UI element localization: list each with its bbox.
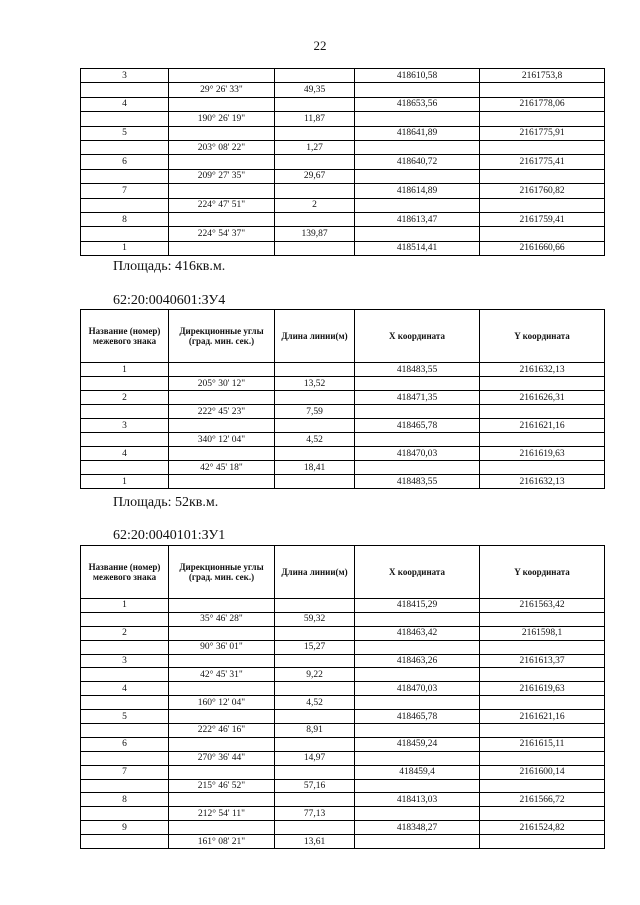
y-coordinate-cell: 2161759,41 <box>480 212 605 226</box>
boundary-point-row <box>81 710 605 724</box>
y-coordinate-cell: 2161760,82 <box>480 184 605 198</box>
y-coordinate-cell: 2161619,63 <box>480 447 605 461</box>
line-length-cell: 14,97 <box>275 751 355 765</box>
direction-angle-cell: 209° 27' 35" <box>169 169 275 183</box>
segment-row <box>81 640 605 654</box>
empty-cell <box>275 363 355 377</box>
x-coordinate-cell: 418459,24 <box>355 737 480 751</box>
x-coordinate-cell: 418413,03 <box>355 793 480 807</box>
parcel-title-zu1: 62:20:0040101:ЗУ1 <box>113 528 226 543</box>
segment-row <box>81 140 605 154</box>
empty-cell <box>355 612 480 626</box>
y-coordinate-cell: 2161775,41 <box>480 155 605 169</box>
empty-cell <box>169 682 275 696</box>
direction-angle-cell: 203° 08' 22" <box>169 140 275 154</box>
y-coordinate-cell: 2161632,13 <box>480 475 605 489</box>
empty-cell <box>169 126 275 140</box>
y-coordinate-cell: 2161619,63 <box>480 682 605 696</box>
point-name-cell: 6 <box>81 737 169 751</box>
empty-cell <box>355 807 480 821</box>
empty-cell <box>275 765 355 779</box>
empty-cell <box>81 198 169 212</box>
segment-row <box>81 835 605 849</box>
empty-cell <box>275 737 355 751</box>
segment-row <box>81 112 605 126</box>
empty-cell <box>355 140 480 154</box>
empty-cell <box>355 169 480 183</box>
point-name-cell: 4 <box>81 682 169 696</box>
y-coordinate-cell: 2161632,13 <box>480 363 605 377</box>
boundary-point-row <box>81 419 605 433</box>
y-coordinate-cell: 2161566,72 <box>480 793 605 807</box>
point-name-cell: 1 <box>81 363 169 377</box>
boundary-point-row <box>81 765 605 779</box>
empty-cell <box>355 751 480 765</box>
boundary-point-row <box>81 184 605 198</box>
empty-cell <box>169 97 275 111</box>
x-coordinate-cell: 418463,26 <box>355 654 480 668</box>
empty-cell <box>275 419 355 433</box>
x-coordinate-cell: 418640,72 <box>355 155 480 169</box>
line-length-cell: 8,91 <box>275 724 355 738</box>
empty-cell <box>480 668 605 682</box>
boundary-point-row <box>81 475 605 489</box>
segment-row <box>81 724 605 738</box>
segment-row <box>81 198 605 212</box>
empty-cell <box>169 710 275 724</box>
empty-cell <box>169 363 275 377</box>
x-coordinate-cell: 418348,27 <box>355 821 480 835</box>
y-coordinate-cell: 2161615,11 <box>480 737 605 751</box>
line-length-cell: 77,13 <box>275 807 355 821</box>
x-coordinate-cell: 418470,03 <box>355 447 480 461</box>
empty-cell <box>169 737 275 751</box>
boundary-point-row <box>81 654 605 668</box>
area-caption-2: Площадь: 52кв.м. <box>113 495 219 510</box>
empty-cell <box>169 626 275 640</box>
empty-cell <box>169 419 275 433</box>
point-name-cell: 1 <box>81 241 169 255</box>
y-coordinate-cell: 2161524,82 <box>480 821 605 835</box>
boundary-point-row <box>81 69 605 83</box>
empty-cell <box>275 184 355 198</box>
empty-cell <box>355 433 480 447</box>
point-name-cell: 2 <box>81 626 169 640</box>
x-coordinate-cell: 418514,41 <box>355 241 480 255</box>
empty-cell <box>169 475 275 489</box>
point-name-cell: 8 <box>81 212 169 226</box>
empty-cell <box>81 696 169 710</box>
empty-cell <box>275 682 355 696</box>
line-length-cell: 11,87 <box>275 112 355 126</box>
empty-cell <box>169 184 275 198</box>
segment-row <box>81 83 605 97</box>
page-number: 22 <box>313 38 327 53</box>
line-length-cell: 13,52 <box>275 377 355 391</box>
empty-cell <box>81 405 169 419</box>
empty-cell <box>81 169 169 183</box>
empty-cell <box>169 765 275 779</box>
empty-cell <box>355 696 480 710</box>
segment-row <box>81 612 605 626</box>
header-angle: Дирекционные углы (град. мин. сек.) <box>169 546 275 599</box>
empty-cell <box>480 835 605 849</box>
line-length-cell: 4,52 <box>275 696 355 710</box>
y-coordinate-cell: 2161626,31 <box>480 391 605 405</box>
coordinates-table-zu1 <box>80 545 605 849</box>
header-name: Название (номер) межевого знака <box>81 310 169 363</box>
direction-angle-cell: 205° 30' 12" <box>169 377 275 391</box>
empty-cell <box>275 212 355 226</box>
direction-angle-cell: 35° 46' 28" <box>169 612 275 626</box>
segment-row <box>81 696 605 710</box>
x-coordinate-cell: 418641,89 <box>355 126 480 140</box>
direction-angle-cell: 90° 36' 01" <box>169 640 275 654</box>
empty-cell <box>480 433 605 447</box>
empty-cell <box>275 97 355 111</box>
line-length-cell: 13,61 <box>275 835 355 849</box>
boundary-point-row <box>81 626 605 640</box>
line-length-cell: 7,59 <box>275 405 355 419</box>
empty-cell <box>480 807 605 821</box>
y-coordinate-cell: 2161613,37 <box>480 654 605 668</box>
segment-row <box>81 461 605 475</box>
y-coordinate-cell: 2161753,8 <box>480 69 605 83</box>
empty-cell <box>275 126 355 140</box>
direction-angle-cell: 190° 26' 19" <box>169 112 275 126</box>
direction-angle-cell: 42° 45' 31" <box>169 668 275 682</box>
empty-cell <box>275 626 355 640</box>
empty-cell <box>480 724 605 738</box>
direction-angle-cell: 42° 45' 18" <box>169 461 275 475</box>
y-coordinate-cell: 2161778,06 <box>480 97 605 111</box>
point-name-cell: 9 <box>81 821 169 835</box>
empty-cell <box>169 447 275 461</box>
x-coordinate-cell: 418459,4 <box>355 765 480 779</box>
line-length-cell: 139,87 <box>275 227 355 241</box>
empty-cell <box>81 779 169 793</box>
line-length-cell: 15,27 <box>275 640 355 654</box>
empty-cell <box>81 835 169 849</box>
x-coordinate-cell: 418653,56 <box>355 97 480 111</box>
segment-row <box>81 751 605 765</box>
empty-cell <box>480 751 605 765</box>
empty-cell <box>480 112 605 126</box>
empty-cell <box>169 241 275 255</box>
empty-cell <box>480 405 605 419</box>
point-name-cell: 3 <box>81 419 169 433</box>
header-x: X координата <box>355 546 480 599</box>
empty-cell <box>480 227 605 241</box>
segment-row <box>81 377 605 391</box>
empty-cell <box>275 447 355 461</box>
header-y: Y координата <box>480 546 605 599</box>
header-name: Название (номер) межевого знака <box>81 546 169 599</box>
boundary-point-row <box>81 363 605 377</box>
x-coordinate-cell: 418465,78 <box>355 710 480 724</box>
point-name-cell: 7 <box>81 184 169 198</box>
empty-cell <box>355 198 480 212</box>
point-name-cell: 4 <box>81 97 169 111</box>
point-name-cell: 7 <box>81 765 169 779</box>
empty-cell <box>355 83 480 97</box>
direction-angle-cell: 160° 12' 04" <box>169 696 275 710</box>
empty-cell <box>169 654 275 668</box>
line-length-cell: 9,22 <box>275 668 355 682</box>
y-coordinate-cell: 2161600,14 <box>480 765 605 779</box>
header-y: Y координата <box>480 310 605 363</box>
empty-cell <box>355 724 480 738</box>
empty-cell <box>81 807 169 821</box>
y-coordinate-cell: 2161598,1 <box>480 626 605 640</box>
x-coordinate-cell: 418613,47 <box>355 212 480 226</box>
direction-angle-cell: 224° 54' 37" <box>169 227 275 241</box>
empty-cell <box>480 696 605 710</box>
line-length-cell: 59,32 <box>275 612 355 626</box>
x-coordinate-cell: 418483,55 <box>355 363 480 377</box>
line-length-cell: 57,16 <box>275 779 355 793</box>
line-length-cell: 49,35 <box>275 83 355 97</box>
empty-cell <box>355 779 480 793</box>
boundary-point-row <box>81 241 605 255</box>
point-name-cell: 1 <box>81 475 169 489</box>
empty-cell <box>480 779 605 793</box>
line-length-cell: 4,52 <box>275 433 355 447</box>
point-name-cell: 8 <box>81 793 169 807</box>
point-name-cell: 6 <box>81 155 169 169</box>
empty-cell <box>169 391 275 405</box>
segment-row <box>81 668 605 682</box>
empty-cell <box>275 391 355 405</box>
empty-cell <box>275 654 355 668</box>
point-name-cell: 3 <box>81 69 169 83</box>
empty-cell <box>275 710 355 724</box>
y-coordinate-cell: 2161621,16 <box>480 419 605 433</box>
empty-cell <box>169 599 275 613</box>
empty-cell <box>355 405 480 419</box>
empty-cell <box>275 599 355 613</box>
area-caption-1: Площадь: 416кв.м. <box>113 259 226 274</box>
y-coordinate-cell: 2161660,66 <box>480 241 605 255</box>
empty-cell <box>81 433 169 447</box>
direction-angle-cell: 29° 26' 33" <box>169 83 275 97</box>
point-name-cell: 5 <box>81 126 169 140</box>
direction-angle-cell: 270° 36' 44" <box>169 751 275 765</box>
empty-cell <box>355 377 480 391</box>
direction-angle-cell: 212° 54' 11" <box>169 807 275 821</box>
boundary-point-row <box>81 793 605 807</box>
boundary-point-row <box>81 599 605 613</box>
x-coordinate-cell: 418483,55 <box>355 475 480 489</box>
direction-angle-cell: 340° 12' 04" <box>169 433 275 447</box>
point-name-cell: 1 <box>81 599 169 613</box>
line-length-cell: 29,67 <box>275 169 355 183</box>
empty-cell <box>275 241 355 255</box>
segment-row <box>81 169 605 183</box>
empty-cell <box>275 155 355 169</box>
empty-cell <box>81 612 169 626</box>
empty-cell <box>81 724 169 738</box>
x-coordinate-cell: 418471,35 <box>355 391 480 405</box>
boundary-point-row <box>81 737 605 751</box>
line-length-cell: 2 <box>275 198 355 212</box>
empty-cell <box>355 227 480 241</box>
empty-cell <box>355 668 480 682</box>
boundary-point-row <box>81 821 605 835</box>
empty-cell <box>81 227 169 241</box>
empty-cell <box>480 640 605 654</box>
segment-row <box>81 807 605 821</box>
header-length: Длина линии(м) <box>275 546 355 599</box>
empty-cell <box>169 69 275 83</box>
boundary-point-row <box>81 447 605 461</box>
segment-row <box>81 433 605 447</box>
empty-cell <box>480 461 605 475</box>
empty-cell <box>275 821 355 835</box>
point-name-cell: 5 <box>81 710 169 724</box>
point-name-cell: 4 <box>81 447 169 461</box>
x-coordinate-cell: 418614,89 <box>355 184 480 198</box>
y-coordinate-cell: 2161775,91 <box>480 126 605 140</box>
direction-angle-cell: 222° 45' 23" <box>169 405 275 419</box>
empty-cell <box>275 475 355 489</box>
empty-cell <box>169 155 275 169</box>
header-x: X координата <box>355 310 480 363</box>
empty-cell <box>81 112 169 126</box>
empty-cell <box>355 461 480 475</box>
point-name-cell: 2 <box>81 391 169 405</box>
x-coordinate-cell: 418470,03 <box>355 682 480 696</box>
empty-cell <box>81 83 169 97</box>
segment-row <box>81 227 605 241</box>
x-coordinate-cell: 418610,58 <box>355 69 480 83</box>
direction-angle-cell: 222° 46' 16" <box>169 724 275 738</box>
empty-cell <box>480 83 605 97</box>
line-length-cell: 1,27 <box>275 140 355 154</box>
coordinates-table-continued <box>80 68 605 256</box>
point-name-cell: 3 <box>81 654 169 668</box>
empty-cell <box>480 377 605 391</box>
boundary-point-row <box>81 212 605 226</box>
empty-cell <box>275 793 355 807</box>
direction-angle-cell: 161° 08' 21" <box>169 835 275 849</box>
boundary-point-row <box>81 126 605 140</box>
empty-cell <box>480 169 605 183</box>
empty-cell <box>169 793 275 807</box>
segment-row <box>81 405 605 419</box>
x-coordinate-cell: 418415,29 <box>355 599 480 613</box>
empty-cell <box>480 198 605 212</box>
coordinates-table-zu4 <box>80 309 605 489</box>
boundary-point-row <box>81 155 605 169</box>
direction-angle-cell: 224° 47' 51" <box>169 198 275 212</box>
x-coordinate-cell: 418463,42 <box>355 626 480 640</box>
empty-cell <box>81 640 169 654</box>
empty-cell <box>81 461 169 475</box>
empty-cell <box>355 835 480 849</box>
segment-row <box>81 779 605 793</box>
empty-cell <box>81 668 169 682</box>
boundary-point-row <box>81 682 605 696</box>
boundary-point-row <box>81 391 605 405</box>
empty-cell <box>480 612 605 626</box>
empty-cell <box>355 640 480 654</box>
x-coordinate-cell: 418465,78 <box>355 419 480 433</box>
header-length: Длина линии(м) <box>275 310 355 363</box>
empty-cell <box>81 377 169 391</box>
empty-cell <box>275 69 355 83</box>
parcel-title-zu4: 62:20:0040601:ЗУ4 <box>113 293 226 308</box>
empty-cell <box>169 821 275 835</box>
empty-cell <box>81 751 169 765</box>
line-length-cell: 18,41 <box>275 461 355 475</box>
empty-cell <box>169 212 275 226</box>
y-coordinate-cell: 2161621,16 <box>480 710 605 724</box>
boundary-point-row <box>81 97 605 111</box>
empty-cell <box>81 140 169 154</box>
y-coordinate-cell: 2161563,42 <box>480 599 605 613</box>
header-angle: Дирекционные углы (град. мин. сек.) <box>169 310 275 363</box>
direction-angle-cell: 215° 46' 52" <box>169 779 275 793</box>
empty-cell <box>480 140 605 154</box>
empty-cell <box>355 112 480 126</box>
